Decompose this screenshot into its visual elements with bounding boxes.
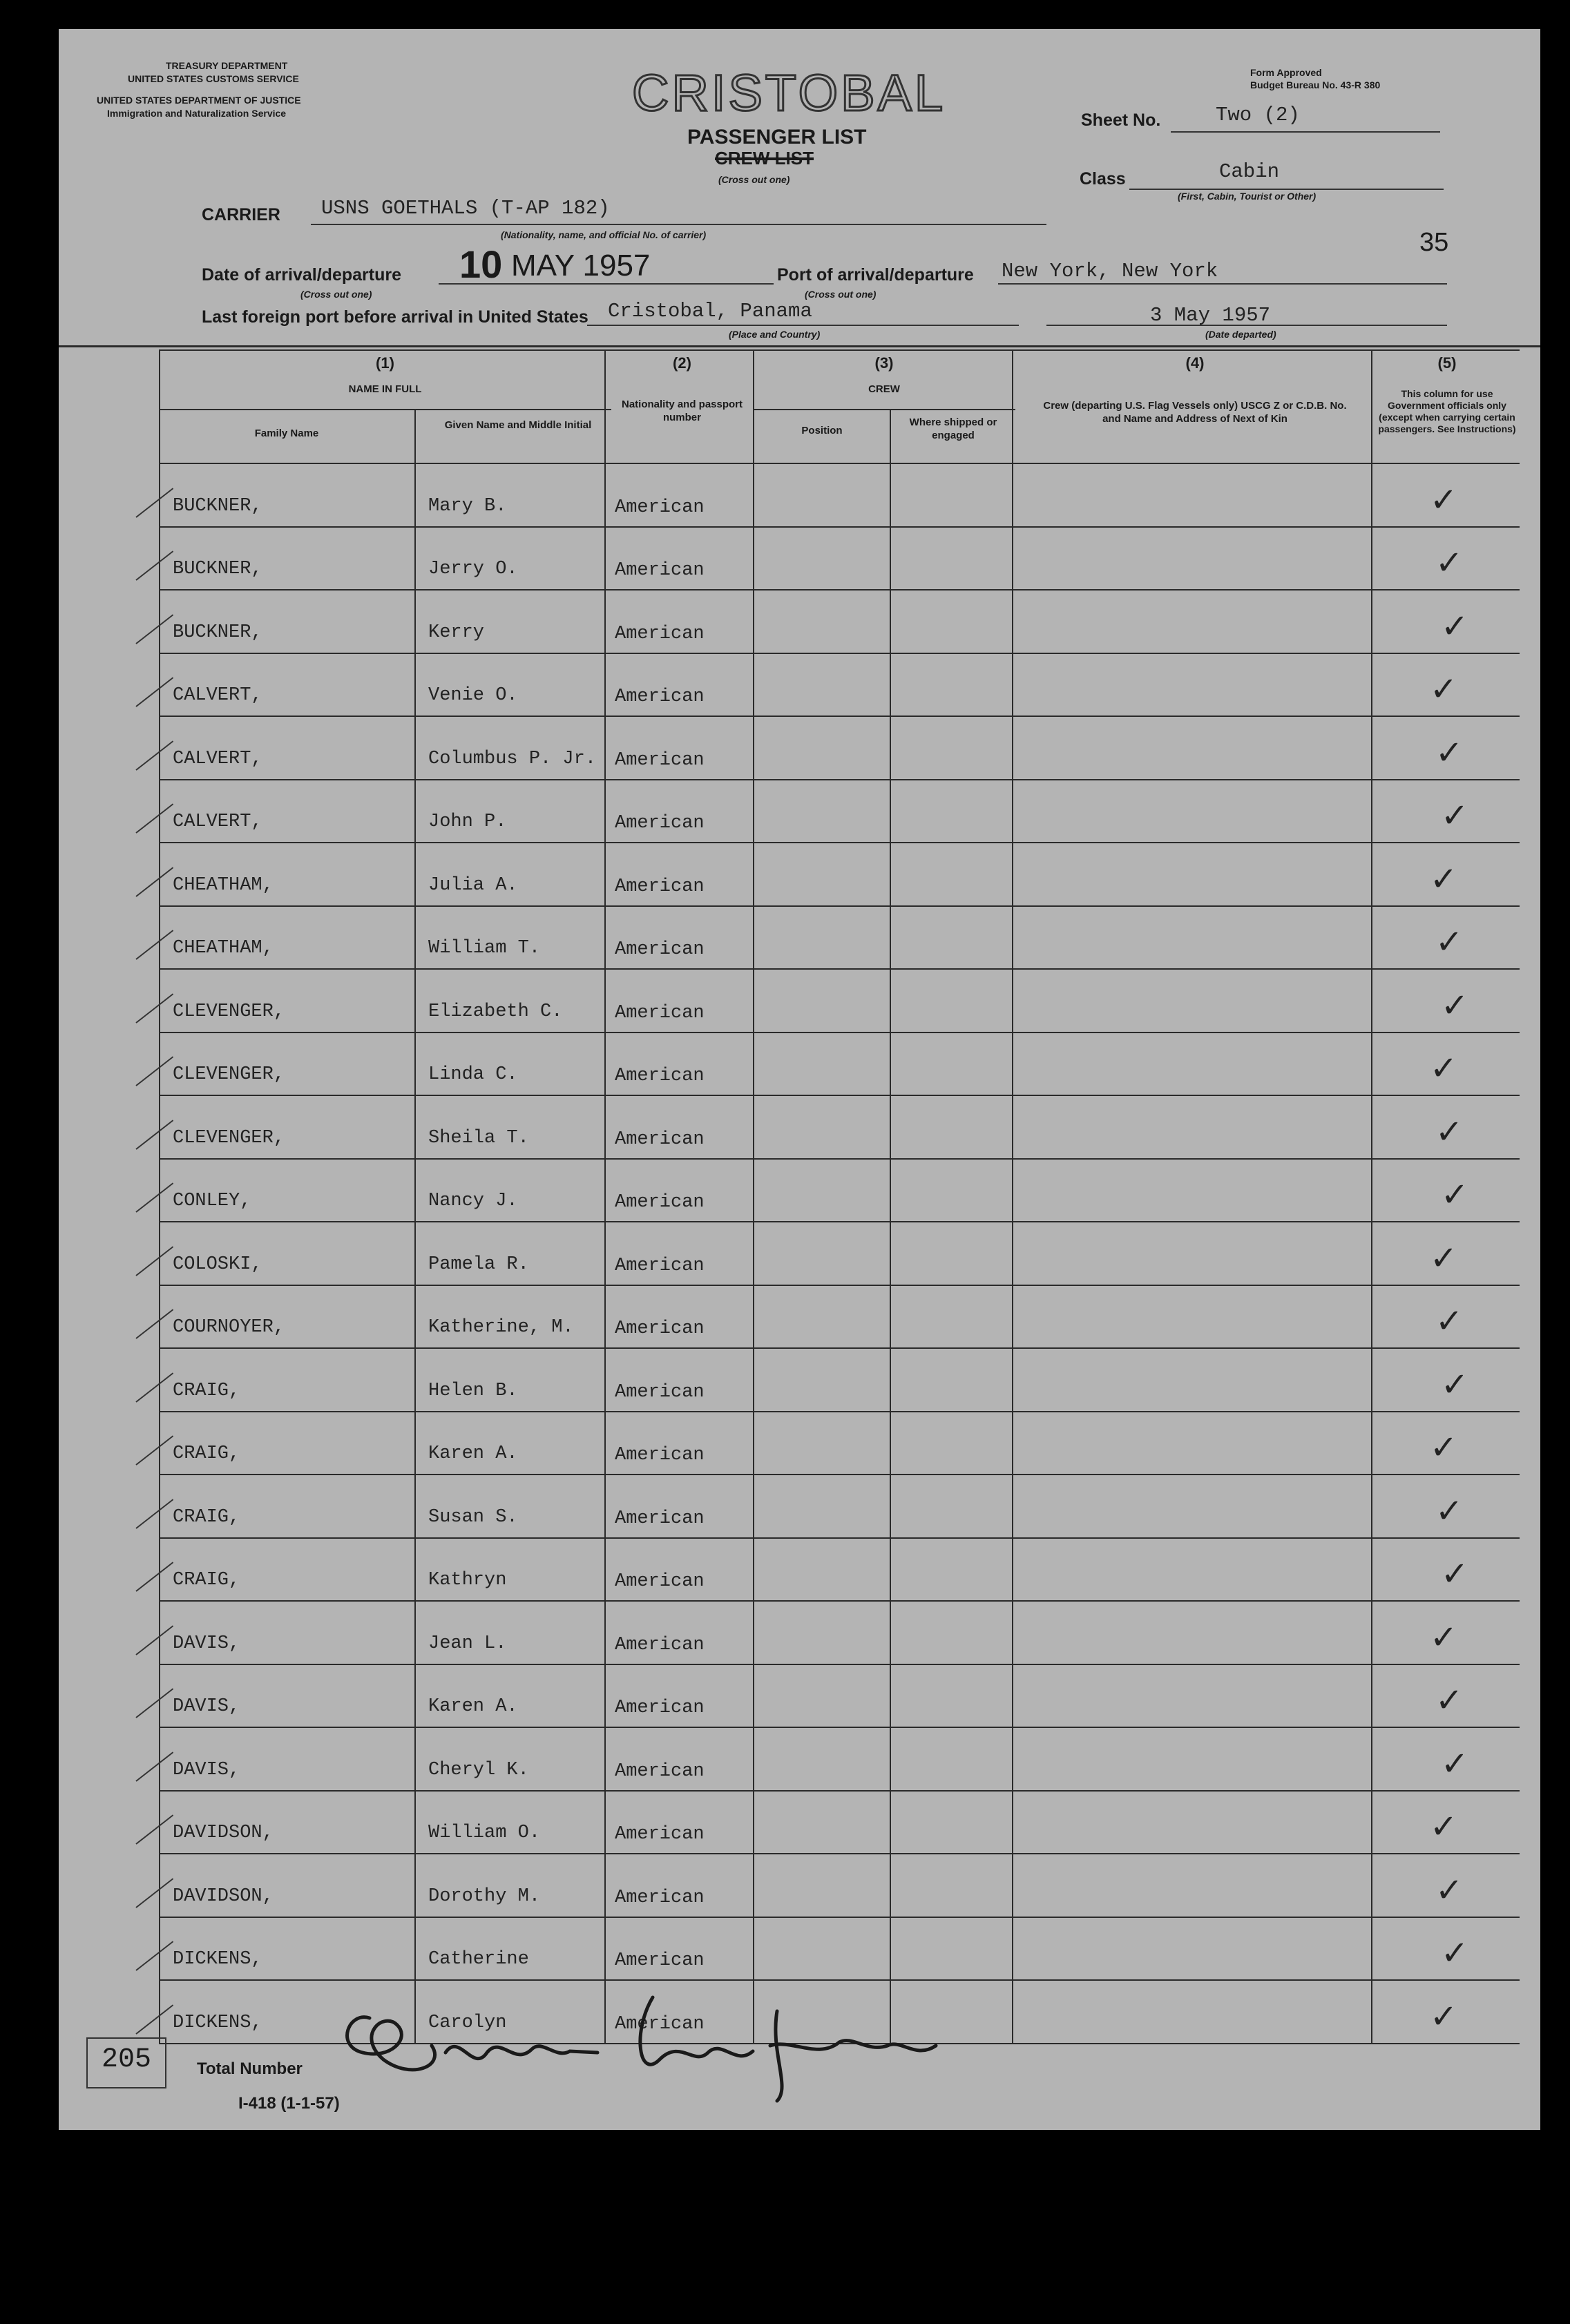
- nationality-cell: American: [615, 1318, 705, 1339]
- table-row: [59, 1411, 1540, 1475]
- row-tick-mark: [135, 1878, 173, 1908]
- given-name-cell: Jean L.: [428, 1633, 507, 1654]
- arrival-port-note: (Cross out one): [805, 289, 877, 300]
- official-check-mark: ✓: [1441, 986, 1469, 1025]
- nationality-cell: American: [615, 1255, 705, 1276]
- given-name-cell: Jerry O.: [428, 559, 518, 579]
- nationality-cell: American: [615, 813, 705, 834]
- nationality-cell: American: [615, 749, 705, 771]
- row-tick-mark: [135, 803, 173, 833]
- row-tick-mark: [135, 550, 173, 580]
- page-number: 35: [1419, 228, 1449, 257]
- nationality-cell: American: [615, 1634, 705, 1655]
- given-name-cell: Katherine, M.: [428, 1317, 574, 1338]
- row-tick-mark: [135, 1309, 173, 1338]
- row-tick-mark: [135, 1814, 173, 1844]
- given-name-cell: Susan S.: [428, 1506, 518, 1528]
- row-tick-mark: [135, 1941, 173, 1970]
- agency-line-1: TREASURY DEPARTMENT: [166, 60, 288, 71]
- table-row: [59, 463, 1540, 526]
- family-name-cell: CLEVENGER,: [173, 1127, 285, 1149]
- table-row: [59, 1221, 1540, 1285]
- family-name-cell: CALVERT,: [173, 812, 262, 832]
- nationality-cell: American: [615, 1508, 705, 1529]
- given-name-cell: Kathryn: [428, 1570, 507, 1591]
- official-check-mark: ✓: [1435, 923, 1464, 961]
- carrier-note: (Nationality, name, and official No. of carrier): [501, 229, 707, 240]
- given-name-cell: Pamela R.: [428, 1254, 529, 1275]
- arrival-port-label: Port of arrival/departure: [777, 265, 974, 285]
- family-name-cell: CRAIG,: [173, 1570, 240, 1591]
- official-check-mark: ✓: [1441, 606, 1469, 646]
- nationality-cell: American: [615, 560, 705, 581]
- family-name-cell: DAVIS,: [173, 1633, 240, 1654]
- row-tick-mark: [135, 1751, 173, 1781]
- nationality-cell: American: [615, 686, 705, 707]
- family-name-cell: CLEVENGER,: [173, 1001, 285, 1022]
- given-name-cell: William T.: [428, 938, 541, 959]
- row-tick-mark: [135, 1182, 173, 1212]
- table-row: [59, 1032, 1540, 1095]
- nationality-cell: American: [615, 623, 705, 644]
- last-port-note: (Place and Country): [729, 329, 821, 340]
- class-note: (First, Cabin, Tourist or Other): [1178, 191, 1317, 202]
- family-name-cell: DAVIDSON,: [173, 1823, 274, 1843]
- agency-line-4: Immigration and Naturalization Service: [107, 108, 287, 119]
- sheet-no-label: Sheet No.: [1081, 111, 1161, 130]
- nationality-cell: American: [615, 497, 705, 518]
- col3-number: (3): [874, 354, 894, 372]
- col1-family-header: Family Name: [254, 428, 319, 439]
- nationality-cell: American: [615, 1950, 705, 1971]
- official-check-mark: ✓: [1435, 544, 1464, 582]
- official-check-mark: ✓: [1430, 670, 1458, 709]
- official-check-mark: ✓: [1430, 1049, 1458, 1088]
- given-name-cell: Venie O.: [428, 685, 518, 706]
- official-check-mark: ✓: [1441, 796, 1469, 835]
- table-row: [59, 1790, 1540, 1854]
- last-port-value: Cristobal, Panama: [608, 300, 812, 323]
- family-name-cell: COLOSKI,: [173, 1254, 262, 1275]
- table-row: [59, 1537, 1540, 1601]
- nationality-cell: American: [615, 1445, 705, 1466]
- nationality-cell: American: [615, 1760, 705, 1782]
- given-name-cell: Cheryl K.: [428, 1759, 529, 1780]
- table-row: [59, 1727, 1540, 1790]
- arrival-port-value: New York, New York: [1002, 260, 1218, 282]
- col1-title: NAME IN FULL: [348, 383, 422, 395]
- official-check-mark: ✓: [1430, 1238, 1458, 1278]
- form-approved-line-1: Form Approved: [1250, 67, 1322, 78]
- nationality-cell: American: [615, 1698, 705, 1718]
- col3-position-header: Position: [801, 425, 843, 436]
- table-row: [59, 1347, 1540, 1411]
- last-port-date-value: 3 May 1957: [1150, 304, 1271, 327]
- table-row: [59, 716, 1540, 779]
- row-tick-mark: [135, 488, 173, 517]
- agency-line-2: UNITED STATES CUSTOMS SERVICE: [128, 73, 299, 84]
- table-row: [59, 842, 1540, 905]
- nationality-cell: American: [615, 876, 705, 897]
- given-name-cell: Helen B.: [428, 1380, 518, 1401]
- family-name-cell: CALVERT,: [173, 748, 262, 769]
- given-name-cell: Carolyn: [428, 2012, 507, 2033]
- table-row: [59, 1664, 1540, 1727]
- given-name-cell: Catherine: [428, 1949, 529, 1970]
- official-check-mark: ✓: [1435, 1681, 1464, 1720]
- nationality-cell: American: [615, 939, 705, 960]
- total-count-box: [86, 2037, 166, 2088]
- row-tick-mark: [135, 1435, 173, 1465]
- table-row: [59, 589, 1540, 653]
- official-check-mark: ✓: [1435, 733, 1464, 772]
- official-check-mark: ✓: [1435, 1112, 1464, 1151]
- sheet-no-value: Two (2): [1216, 104, 1300, 126]
- given-name-cell: Karen A.: [428, 1443, 518, 1464]
- table-row: [59, 526, 1540, 590]
- col4-title: Crew (departing U.S. Flag Vessels only) USCG Z or C.D.B. No. and Name and Address of Next of Kin: [1043, 400, 1347, 425]
- passenger-list-title: PASSENGER LIST: [687, 126, 867, 148]
- family-name-cell: DAVIDSON,: [173, 1885, 274, 1907]
- nationality-cell: American: [615, 1824, 705, 1845]
- table-row: [59, 968, 1540, 1032]
- nationality-cell: American: [615, 1066, 705, 1086]
- nationality-cell: American: [615, 1887, 705, 1908]
- official-check-mark: ✓: [1441, 1744, 1469, 1783]
- family-name-cell: DAVIS,: [173, 1759, 240, 1780]
- table-row: [59, 653, 1540, 716]
- col5-title: This column for use Government officials only (except when carrying certain passengers. See Instructions): [1378, 388, 1516, 434]
- row-tick-mark: [135, 1246, 173, 1276]
- nationality-cell: American: [615, 1381, 705, 1403]
- family-name-cell: BUCKNER,: [173, 495, 262, 517]
- given-name-cell: Linda C.: [428, 1064, 518, 1085]
- total-number-label: Total Number: [197, 2059, 303, 2078]
- table-row: [59, 1095, 1540, 1158]
- form-approved-line-2: Budget Bureau No. 43-R 380: [1250, 79, 1381, 90]
- col5-number: (5): [1437, 354, 1457, 372]
- official-check-mark: ✓: [1435, 1870, 1464, 1910]
- row-tick-mark: [135, 1120, 173, 1149]
- family-name-cell: DICKENS,: [173, 2012, 262, 2033]
- total-count: 205: [101, 2044, 151, 2075]
- given-name-cell: Kerry: [428, 622, 485, 643]
- nationality-cell: American: [615, 1192, 705, 1213]
- row-tick-mark: [135, 1499, 173, 1528]
- table-row: [59, 1474, 1540, 1537]
- given-name-cell: Karen A.: [428, 1696, 518, 1717]
- official-check-mark: ✓: [1430, 1617, 1458, 1657]
- given-name-cell: William O.: [428, 1823, 541, 1843]
- family-name-cell: COURNOYER,: [173, 1317, 285, 1338]
- official-check-mark: ✓: [1430, 480, 1458, 519]
- class-value: Cabin: [1219, 160, 1280, 183]
- col2-number: (2): [673, 354, 691, 372]
- family-name-cell: CRAIG,: [173, 1506, 240, 1528]
- col1-number: (1): [376, 354, 394, 372]
- col1-given-header: Given Name and Middle Initial: [444, 419, 592, 431]
- col3-shipped-header: Where shipped or engaged: [909, 416, 997, 441]
- given-name-cell: Nancy J.: [428, 1191, 518, 1211]
- official-check-mark: ✓: [1430, 859, 1458, 899]
- row-tick-mark: [135, 740, 173, 770]
- official-check-mark: ✓: [1430, 1428, 1458, 1467]
- port-stamp: CRISTOBAL: [632, 64, 946, 122]
- row-tick-mark: [135, 1562, 173, 1591]
- arrival-date-rest: MAY 1957: [511, 249, 651, 282]
- given-name-cell: Julia A.: [428, 874, 518, 896]
- row-tick-mark: [135, 993, 173, 1023]
- family-name-cell: BUCKNER,: [173, 622, 262, 643]
- crew-list-title-crossed: CREW LIST: [715, 148, 814, 169]
- official-check-mark: ✓: [1441, 1555, 1469, 1593]
- family-name-cell: CLEVENGER,: [173, 1064, 285, 1085]
- row-tick-mark: [135, 1372, 173, 1402]
- title-cross-out-note: (Cross out one): [718, 174, 790, 185]
- family-name-cell: CALVERT,: [173, 685, 262, 706]
- official-check-mark: ✓: [1441, 1934, 1469, 1972]
- row-tick-mark: [135, 677, 173, 707]
- given-name-cell: Columbus P. Jr.: [428, 748, 597, 769]
- class-label: Class: [1080, 169, 1126, 189]
- official-check-mark: ✓: [1435, 1302, 1464, 1341]
- row-tick-mark: [135, 867, 173, 896]
- family-name-cell: CHEATHAM,: [173, 938, 274, 959]
- col4-number: (4): [1185, 354, 1205, 372]
- given-name-cell: Dorothy M.: [428, 1885, 541, 1907]
- col3-title: CREW: [868, 383, 900, 395]
- row-tick-mark: [135, 930, 173, 959]
- row-tick-mark: [135, 2004, 173, 2034]
- nationality-cell: American: [615, 2013, 705, 2035]
- table-row: [59, 1853, 1540, 1917]
- family-name-cell: CONLEY,: [173, 1191, 251, 1211]
- given-name-cell: Mary B.: [428, 495, 507, 517]
- nationality-cell: American: [615, 1571, 705, 1592]
- given-name-cell: Elizabeth C.: [428, 1001, 563, 1022]
- signature-text: [749, 2073, 756, 2074]
- family-name-cell: CRAIG,: [173, 1443, 240, 1464]
- official-check-mark: ✓: [1441, 1365, 1469, 1404]
- official-check-mark: ✓: [1430, 1997, 1458, 2036]
- official-check-mark: ✓: [1435, 1491, 1464, 1530]
- arrival-date-label: Date of arrival/departure: [202, 265, 401, 285]
- family-name-cell: BUCKNER,: [173, 559, 262, 579]
- nationality-cell: American: [615, 1002, 705, 1024]
- col2-title: Nationality and passport number: [621, 398, 743, 423]
- family-name-cell: DAVIS,: [173, 1696, 240, 1717]
- last-port-label: Last foreign port before arrival in United States: [202, 307, 588, 327]
- last-port-date-note: (Date departed): [1205, 329, 1276, 340]
- official-check-mark: ✓: [1430, 1807, 1458, 1846]
- arrival-date-day: 10: [459, 242, 503, 286]
- family-name-cell: CRAIG,: [173, 1380, 240, 1401]
- family-name-cell: DICKENS,: [173, 1949, 262, 1970]
- carrier-label: CARRIER: [202, 205, 280, 224]
- inspector-signature: [294, 1970, 970, 2108]
- table-row: [59, 779, 1540, 843]
- row-tick-mark: [135, 1056, 173, 1086]
- agency-line-3: UNITED STATES DEPARTMENT OF JUSTICE: [97, 95, 301, 106]
- official-check-mark: ✓: [1441, 1175, 1469, 1214]
- table-row: [59, 1158, 1540, 1222]
- table-row: [59, 1285, 1540, 1348]
- given-name-cell: Sheila T.: [428, 1127, 529, 1149]
- row-tick-mark: [135, 1688, 173, 1718]
- form-id: I-418 (1-1-57): [238, 2094, 340, 2113]
- table-row: [59, 905, 1540, 969]
- row-tick-mark: [135, 614, 173, 644]
- table-row: [59, 1600, 1540, 1664]
- passenger-list-form: [59, 29, 1540, 2130]
- given-name-cell: John P.: [428, 812, 507, 832]
- row-tick-mark: [135, 1625, 173, 1655]
- family-name-cell: CHEATHAM,: [173, 874, 274, 896]
- arrival-date-note: (Cross out one): [300, 289, 372, 300]
- carrier-value: USNS GOETHALS (T-AP 182): [321, 197, 610, 220]
- nationality-cell: American: [615, 1129, 705, 1150]
